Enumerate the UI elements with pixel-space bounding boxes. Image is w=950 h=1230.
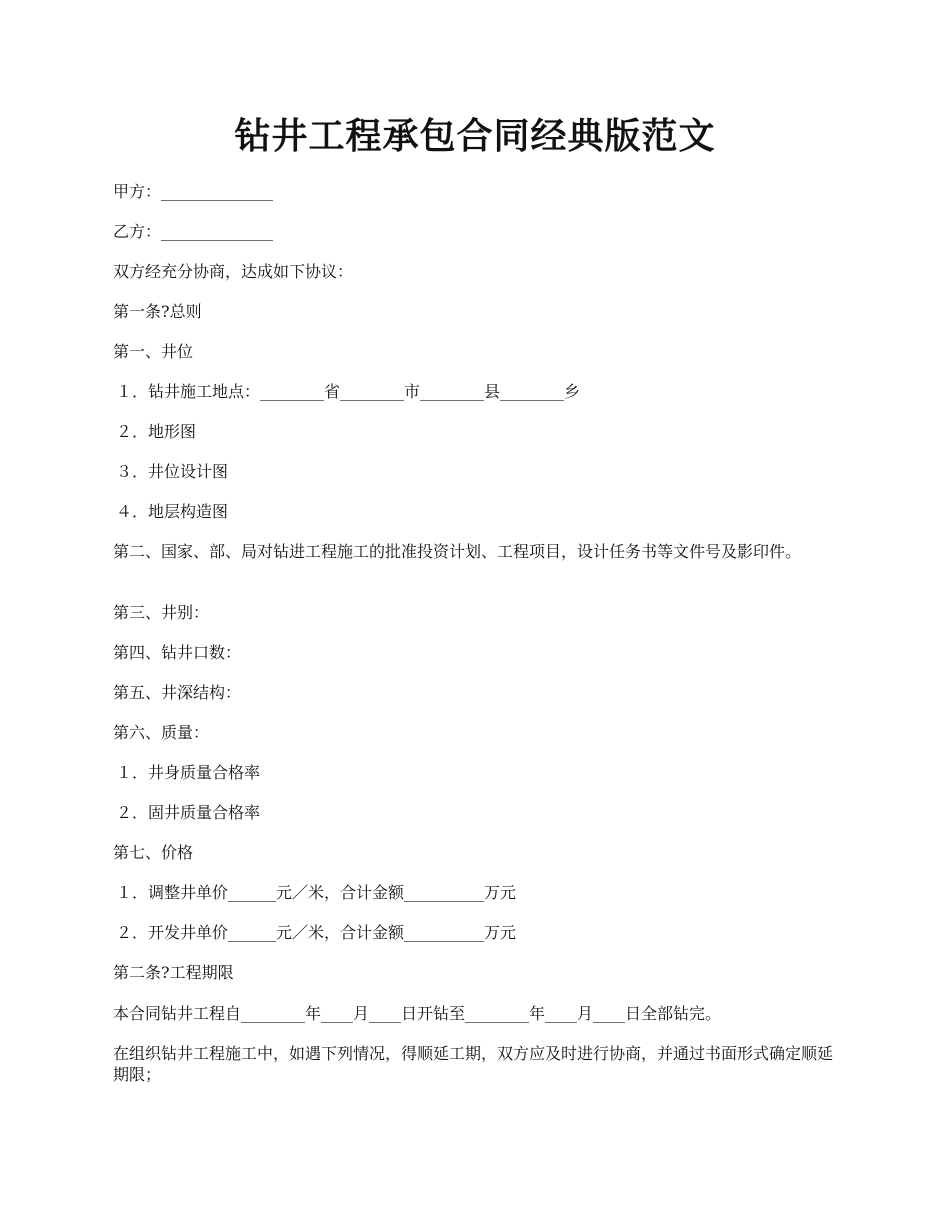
section-heading: 第五、井深结构： bbox=[113, 683, 242, 702]
party-b-line: 乙方：______________ bbox=[113, 222, 274, 241]
list-item: １．调整井单价______元／米，合计金额__________万元 bbox=[116, 883, 517, 902]
list-item: １．井身质量合格率 bbox=[116, 763, 261, 782]
list-item: ３．井位设计图 bbox=[116, 462, 229, 481]
list-item: ２．固井质量合格率 bbox=[116, 803, 261, 822]
party-a-line: 甲方：______________ bbox=[113, 182, 274, 201]
section-heading: 第六、质量： bbox=[113, 723, 210, 742]
section-heading: 第一、井位 bbox=[113, 342, 194, 361]
paragraph: 本合同钻井工程自________年____月____日开钻至________年____月____日全部钻完。 bbox=[113, 1004, 722, 1023]
paragraph: 第二、国家、部、局对钻进工程施工的批准投资计划、工程项目，设计任务书等文件号及影印件。 bbox=[113, 542, 802, 561]
section-heading: 第三、井别： bbox=[113, 603, 210, 622]
list-item: ２．地形图 bbox=[116, 422, 197, 441]
section-heading: 第七、价格 bbox=[113, 843, 194, 862]
agreement-intro: 双方经充分协商，达成如下协议： bbox=[113, 262, 354, 281]
section-heading: 第四、钻井口数： bbox=[113, 643, 242, 662]
article-heading: 第一条?总则 bbox=[113, 302, 202, 321]
list-item: ４．地层构造图 bbox=[116, 502, 229, 521]
paragraph: 在组织钻井工程施工中，如遇下列情况，得顺延工期，双方应及时进行协商，并通过书面形式确定顺延期限； bbox=[113, 1044, 834, 1084]
list-item: ２．开发井单价______元／米，合计金额__________万元 bbox=[116, 923, 517, 942]
document-title: 钻井工程承包合同经典版范文 bbox=[234, 115, 716, 157]
article-heading: 第二条?工程期限 bbox=[113, 963, 234, 982]
list-item: １．钻井施工地点：________省________市________县________乡 bbox=[116, 382, 581, 401]
